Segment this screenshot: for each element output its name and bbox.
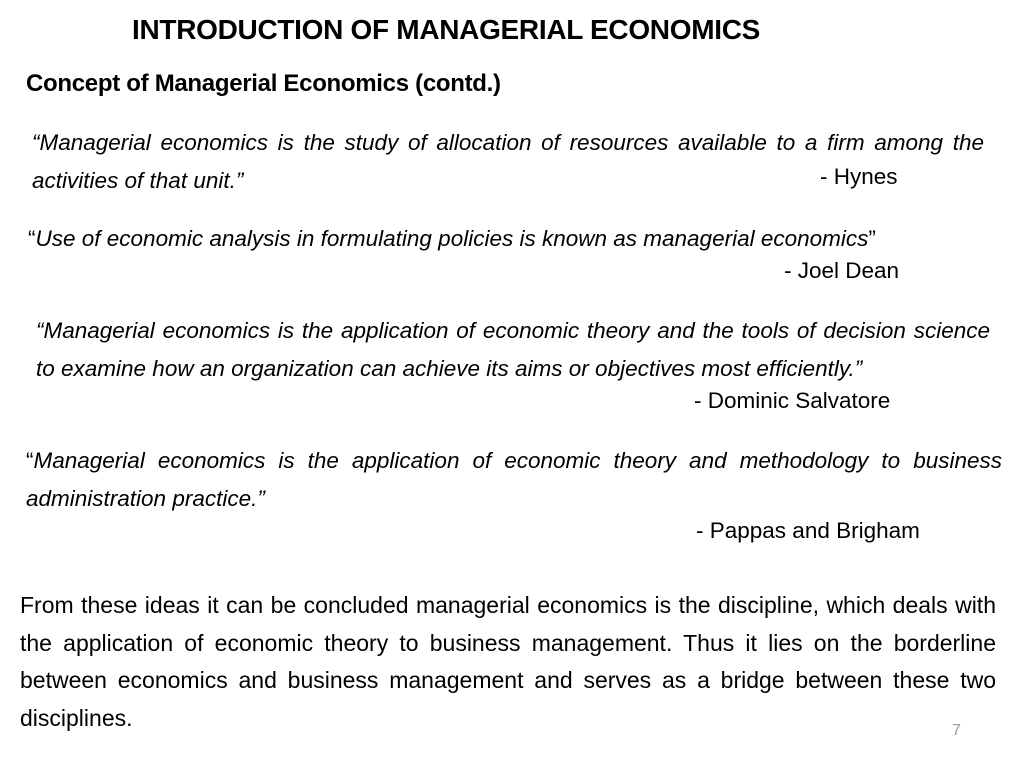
slide-title: INTRODUCTION OF MANAGERIAL ECONOMICS (132, 14, 761, 45)
quote-pappas-brigham (26, 442, 1002, 518)
quote-close-mark: ” (868, 226, 876, 251)
quote-author-pappas-brigham: - Pappas and Brigham (696, 518, 920, 543)
conclusion-paragraph: From these ideas it can be concluded managerial economics is the discipline, which deals with the application of economic theory to business management. Thus it lies on the borderline between economics and business management and serves as a bridge between these two disciplines. (20, 592, 996, 731)
quote-author-joel-dean: - Joel Dean (784, 258, 900, 283)
quote-dominic-salvatore (36, 312, 990, 388)
quote-text: Managerial economics is the application of economic theory and methodology to business administration practice.” (26, 448, 1002, 511)
quote-joel-dean (28, 220, 996, 258)
quote-author-dominic-salvatore: - Dominic Salvatore (694, 388, 891, 413)
quote-text: Use of economic analysis in formulating policies is known as managerial economics (35, 226, 869, 251)
slide-subtitle: Concept of Managerial Economics (contd.) (26, 70, 501, 97)
quote-open-mark: “ (28, 226, 36, 251)
quote-author-hynes: - Hynes (820, 164, 898, 189)
quote-open-mark: “ (26, 448, 34, 473)
page-number: 7 (952, 722, 961, 739)
quote-text: “Managerial economics is the application of economic theory and the tools of decision science to examine how an organization can achieve its aims or objectives most efficiently.” (36, 318, 990, 381)
quote-text: “Managerial economics is the study of allocation of resources available to a firm among the activities of that unit.” (32, 130, 984, 193)
